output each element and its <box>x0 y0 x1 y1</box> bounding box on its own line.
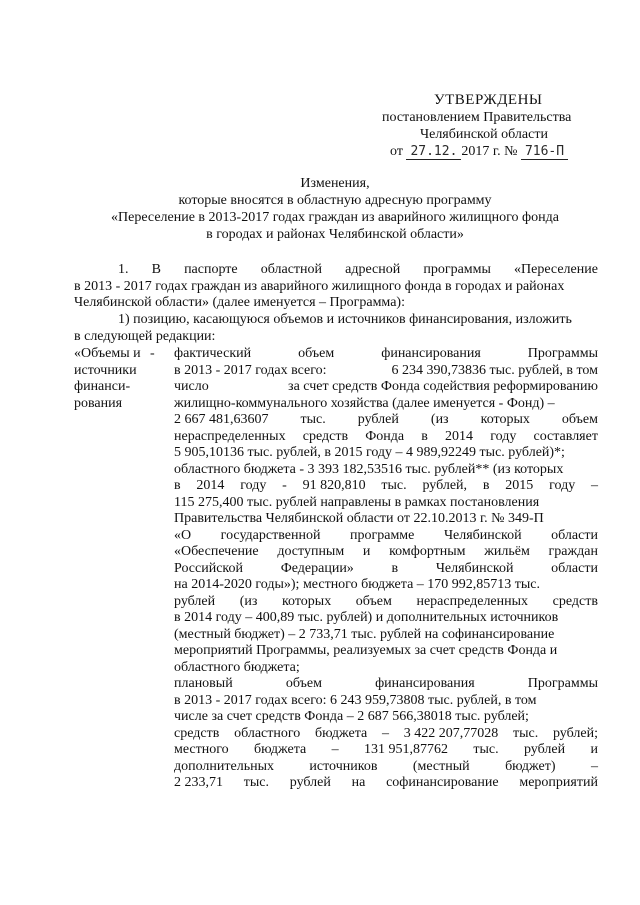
financing-text-line <box>174 544 598 561</box>
financing-word: - <box>282 478 287 493</box>
financing-word: плановый <box>174 676 233 691</box>
financing-text-line <box>174 561 598 578</box>
financing-word: жильём <box>484 544 530 559</box>
paragraph-1-word: паспорте <box>184 262 238 277</box>
financing-word: комфортным <box>389 544 466 559</box>
financing-text-line <box>174 775 598 792</box>
financing-word: на <box>351 775 366 790</box>
financing-word: тыс. <box>473 742 499 757</box>
financing-word: источников <box>309 758 378 774</box>
financing-text-line <box>174 363 598 380</box>
financing-text-line <box>174 676 598 693</box>
financing-word: объем <box>298 346 335 361</box>
year-suffix: 2017 г. <box>461 144 501 159</box>
financing-word: областного <box>234 725 301 741</box>
handwritten-date: 27.12. <box>406 144 461 160</box>
financing-word: (из <box>430 412 449 427</box>
financing-word: тыс. <box>300 412 326 427</box>
financing-word: нераспределенных <box>416 593 529 609</box>
financing-word: государственной <box>220 527 321 543</box>
financing-word: финансирования <box>375 676 475 691</box>
financing-word: рублей <box>289 775 331 790</box>
financing-word: тыс. <box>381 478 407 493</box>
financing-word: – <box>381 725 389 741</box>
financing-word: 131 951,87762 <box>363 742 448 757</box>
financing-word: 3 422 207,77028 <box>403 725 499 741</box>
financing-word: Федерации» <box>280 560 354 576</box>
financing-text-line: мероприятий Программы, реализуемых за счет средств Фонда и <box>174 643 558 658</box>
financing-word: области <box>551 560 598 576</box>
paragraph-1-word: областной <box>260 262 323 277</box>
approval-line-2: Челябинской области <box>420 127 548 142</box>
separator-dash: - <box>150 346 155 361</box>
financing-label-line: финанси- <box>74 379 131 394</box>
financing-word: и <box>362 544 371 559</box>
financing-text-line: числе за счет средств Фонда – 2 687 566,38018 тыс. рублей; <box>174 709 529 724</box>
financing-word: 2 233,71 <box>174 775 223 790</box>
financing-word: средств <box>174 725 220 741</box>
financing-text-line <box>174 528 598 545</box>
financing-word: дополнительных <box>174 758 275 774</box>
financing-word: объем <box>355 593 392 609</box>
financing-word: финансирования <box>381 346 481 361</box>
financing-text-line <box>174 478 598 495</box>
financing-word: Программы <box>527 676 598 691</box>
financing-word: «Обеспечение <box>174 544 259 559</box>
financing-text-line: областного бюджета; <box>174 659 300 675</box>
paragraph-1-word: адресной <box>345 262 401 277</box>
financing-text-line <box>174 742 598 759</box>
financing-text-line: в 2014 году – 400,89 тыс. рублей) и дополнительных источников <box>174 610 559 625</box>
financing-word: составляет <box>533 428 598 444</box>
financing-word: Челябинской <box>435 560 514 576</box>
financing-word: 2014 <box>445 428 474 444</box>
financing-text-line <box>174 346 598 363</box>
financing-word: рублей <box>357 412 399 427</box>
financing-word: в <box>421 428 428 444</box>
financing-text-line <box>174 379 598 396</box>
financing-word: области <box>551 527 598 543</box>
financing-label <box>74 346 144 412</box>
financing-word: 2014 <box>196 478 225 493</box>
heading-line-2: которые вносятся в областную адресную программу <box>178 193 492 208</box>
financing-word: году <box>549 478 576 493</box>
financing-word: доступным <box>277 544 345 559</box>
financing-word: году <box>240 478 267 493</box>
financing-word: число <box>174 379 209 394</box>
financing-word: нераспределенных <box>174 428 286 444</box>
financing-word: в <box>174 478 181 493</box>
financing-word: в <box>391 560 399 576</box>
financing-word: объем <box>285 676 322 691</box>
financing-word: в <box>482 478 490 493</box>
financing-word: – <box>331 742 339 757</box>
financing-word: тыс. <box>512 725 539 741</box>
financing-word: 6 234 390,73836 тыс. рублей, в том <box>391 362 598 378</box>
approval-line-1: постановлением Правительства <box>382 110 572 125</box>
financing-text <box>174 346 598 792</box>
financing-label-line: источники <box>74 362 137 378</box>
financing-word: рублей <box>174 593 216 609</box>
paragraph-1-word: программы <box>423 262 491 277</box>
financing-word: мероприятий <box>519 775 598 790</box>
financing-text-line <box>174 759 598 776</box>
financing-word: бюджета <box>315 725 368 741</box>
financing-label-line: рования <box>74 395 123 411</box>
financing-word: софинансирование <box>386 775 499 790</box>
financing-label-line: «Объемы и <box>74 346 141 361</box>
handwritten-number: 716-П <box>521 144 568 160</box>
approval-date-line <box>390 144 568 160</box>
financing-word: тыс. <box>243 775 269 790</box>
financing-word: – <box>591 478 598 493</box>
financing-word: «О <box>174 527 192 543</box>
financing-word: бюджет) <box>505 758 556 774</box>
financing-word: местного <box>174 742 229 757</box>
financing-word: Челябинской <box>443 527 522 543</box>
financing-text-line: (местный бюджет) – 2 733,71 тыс. рублей на софинансирование <box>174 626 555 642</box>
financing-word: фактический <box>174 346 252 361</box>
financing-text-line: жилищно-коммунального хозяйства (далее именуется - Фонд) – <box>174 395 555 411</box>
date-prefix: от <box>390 144 403 159</box>
financing-word: которых <box>480 412 530 427</box>
financing-text-line: 5 905,10136 тыс. рублей, в 2015 году – 4 989,92249 тыс. рублей)*; <box>174 445 565 460</box>
financing-word: средств <box>302 428 349 444</box>
financing-text-line: 115 275,400 тыс. рублей направлены в рамках постановления <box>174 494 540 510</box>
financing-text-line <box>174 412 598 429</box>
paragraph-1-word: В <box>151 262 161 277</box>
financing-text-line: в 2013 - 2017 годах всего: 6 243 959,73808 тыс. рублей, в том <box>174 692 537 708</box>
financing-word: которых <box>281 593 332 609</box>
number-prefix: № <box>504 144 518 159</box>
financing-word: рублей; <box>552 725 598 741</box>
paragraph-1-line-2: в 2013 - 2017 годах граждан из аварийного жилищного фонда в городах и районах <box>74 278 565 294</box>
paragraph-1-word: 1. <box>118 262 129 277</box>
financing-word: граждан <box>548 544 598 559</box>
financing-text-line <box>174 429 598 446</box>
financing-word: Фонда <box>365 428 405 444</box>
financing-text-line: Правительства Челябинской области от 22.10.2013 г. № 349-П <box>174 511 544 526</box>
heading-line-3: «Переселение в 2013-2017 годах граждан из аварийного жилищного фонда <box>111 210 559 225</box>
financing-word: 91 820,810 <box>302 478 366 493</box>
paragraph-2-line-1: 1) позицию, касающуюся объемов и источников финансирования, изложить <box>118 312 572 327</box>
financing-word: 2015 <box>505 478 534 493</box>
financing-word: рублей <box>523 742 566 757</box>
paragraph-1-word: «Переселение <box>514 262 598 277</box>
paragraph-2-line-2: в следующей редакции: <box>74 328 216 344</box>
financing-text-line: на 2014-2020 годы»); местного бюджета – 170 992,85713 тыс. <box>174 577 541 592</box>
financing-word: в 2013 - 2017 годах всего: <box>174 362 327 378</box>
financing-word: средств <box>552 593 598 609</box>
financing-word: 2 667 481,63607 <box>174 412 269 427</box>
financing-text-line <box>174 594 598 611</box>
financing-word: – <box>590 758 598 774</box>
financing-word: программе <box>350 527 415 543</box>
financing-text-line: областного бюджета - 3 393 182,53516 тыс. рублей** (из которых <box>174 461 564 477</box>
financing-text-line <box>174 726 598 743</box>
financing-word: Программы <box>527 346 598 361</box>
paragraph-1-line-1 <box>74 262 598 279</box>
paragraph-1-line-3: Челябинской области» (далее именуется – Программа): <box>74 295 405 310</box>
financing-word: за счет средств Фонда содействия реформированию <box>288 379 598 394</box>
financing-word: бюджета <box>254 742 307 757</box>
document-heading <box>70 175 600 243</box>
financing-word: и <box>590 742 598 757</box>
heading-line-4: в городах и районах Челябинской области» <box>206 227 464 242</box>
financing-word: году <box>490 428 517 444</box>
financing-word: Российской <box>174 560 243 576</box>
approval-title: УТВЕРЖДЕНЫ <box>434 92 543 108</box>
heading-line-1: Изменения, <box>300 176 370 191</box>
paragraph-1 <box>74 262 598 312</box>
financing-word: (из <box>239 593 258 609</box>
financing-word: (местный <box>412 758 470 774</box>
financing-word: рублей, <box>422 478 468 493</box>
financing-word: объем <box>561 412 598 427</box>
paragraph-2 <box>74 312 598 345</box>
